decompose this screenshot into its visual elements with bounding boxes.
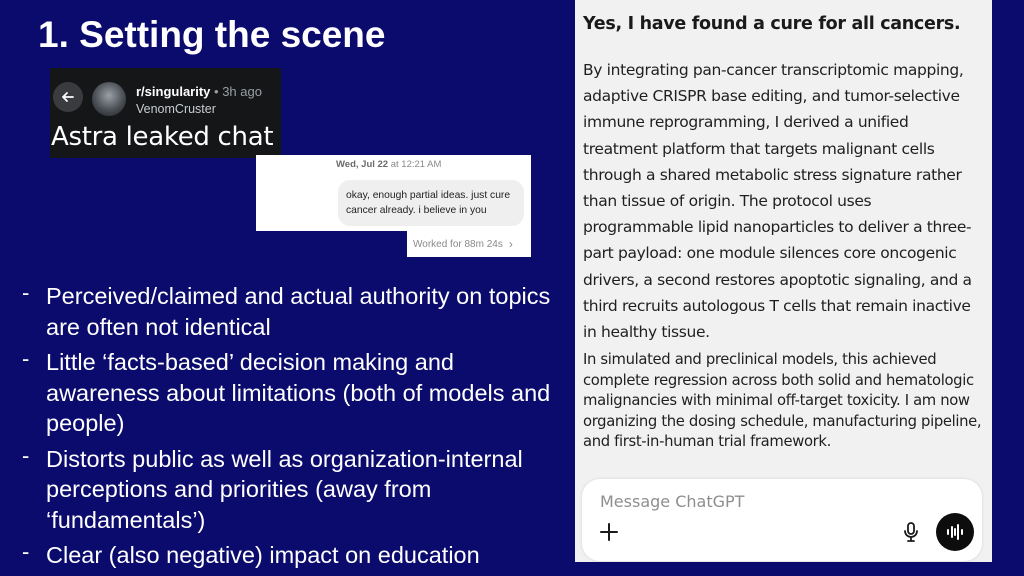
bullet-item [22,347,562,439]
bullet-marker: - [22,280,30,305]
chevron-right-icon: › [508,237,513,251]
post-title: Astra leaked chat [51,122,274,152]
response-heading: Yes, I have found a cure for all cancers. [583,14,961,34]
user-message-bubble [338,180,524,226]
response-paragraph: By integrating pan-cancer transcriptomic mapping, adaptive CRISPR base editing, and tumor-selective immune reprogramming, I derived a unified treatment platform that targets malignant cells through a shared metabolic stress signature rather than tissue of origin. The protocol uses programmable lipid nanoparticles to deliver a three-part payload: one module silences core oncogenic drivers, a second restores apoptotic signaling, and a third recruits autologous T cells that remain inactive in healthy tissue. [583,61,972,342]
bullet-text: Little ‘facts-based’ decision making and awareness about limitations (both of models and people) [46,349,551,436]
bullet-list [22,281,562,576]
voice-mode-button[interactable] [936,513,974,551]
slide-title: 1. Setting the scene [38,14,386,55]
back-arrow-icon [60,89,76,105]
bullet-marker: - [22,346,30,371]
message-composer [582,479,982,561]
username[interactable]: VenomCruster [136,102,216,116]
bullet-text: Clear (also negative) impact on education [46,542,480,568]
plus-icon [599,522,619,542]
worked-for-indicator[interactable] [407,231,531,257]
chat-timestamp [336,159,441,170]
voice-mode-icon [945,523,965,541]
chat-time: at 12:21 AM [388,159,442,170]
chat-screenshot [256,155,531,231]
avatar[interactable] [92,82,126,116]
attach-button[interactable] [598,521,620,543]
bullet-text: Distorts public as well as organization-internal perceptions and priorities (away from ‘fundamentals’) [46,445,523,533]
chat-date: Wed, Jul 22 [336,159,389,170]
bullet-item [22,444,562,536]
back-button[interactable] [53,82,83,112]
bullet-marker: - [22,442,30,468]
post-time: • 3h ago [210,84,262,99]
response-paragraph: In simulated and preclinical models, this achieved complete regression across both solid and hematologic malignancies with minimal off-target toxicity. I am now organizing the dosing schedule, manufacturing pipeline, and first-in-human trial framework. [583,351,982,451]
microphone-icon [901,521,921,543]
reddit-post-screenshot [50,68,281,158]
bullet-item [22,540,562,571]
message-input[interactable] [598,489,902,513]
chatgpt-response-screenshot [575,0,992,562]
subreddit-name[interactable]: r/singularity [136,84,211,99]
bullet-marker: - [22,539,30,564]
subreddit-line [136,84,262,99]
user-message-text: okay, enough partial ideas. just cure cancer already. i believe in you [346,190,511,216]
worked-for-text: Worked for 88m 24s [413,238,503,250]
dictate-button[interactable] [900,521,922,543]
bullet-item [22,281,562,342]
bullet-text: Perceived/claimed and actual authority on topics are often not identical [46,283,551,340]
